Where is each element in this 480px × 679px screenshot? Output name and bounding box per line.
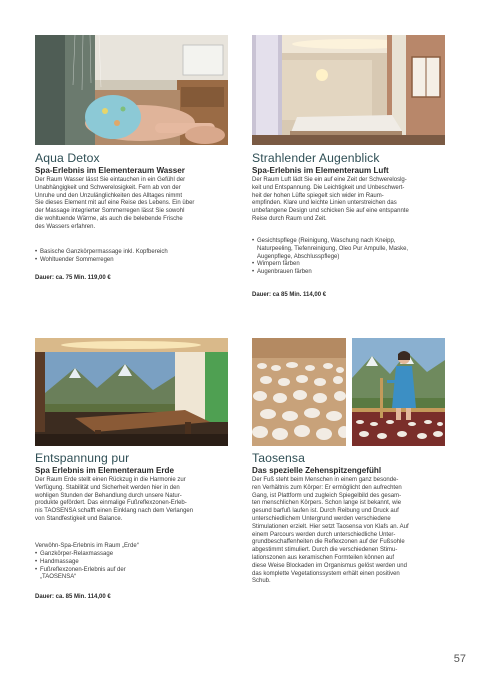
body-line: Unabhängigkeit und Schwerelosigkeit. Fern ab von der — [35, 184, 181, 191]
card-title: Strahlender Augenblick — [252, 151, 380, 165]
body-line: Der Fuß steht beim Menschen in einem ganz besonde- — [252, 477, 399, 483]
list-item: • Basische Ganzkörpermassage inkl. Kopfbereich — [35, 249, 235, 257]
body-line: Stimulationen erzielt. Hier setzt Taosensa von Klafs an. Auf — [252, 523, 409, 530]
body-line: die wohltuende Wärme, als auch die belebende Frische — [35, 215, 183, 222]
body-line: Schub. — [252, 578, 271, 585]
body-line: heit der hohen Lüfte spiegelt sich wider im Raum- — [252, 192, 384, 199]
card-subtitle: Spa Erlebnis im Elementeraum Erde — [35, 466, 174, 475]
card-title: Entspannung pur — [35, 451, 130, 465]
list-item: Augenpflege, Abschlusspflege) — [257, 253, 340, 260]
body-line: Unruhe und den Unzulänglichkeiten des Alltages nimmt — [35, 192, 183, 199]
relax-room-erde-photo — [35, 338, 228, 446]
body-line: das komplette Vegetationssystem erhält einen positiven — [252, 570, 400, 577]
treatment-room-luft-photo — [252, 35, 445, 145]
body-line: Gang, ist Plattform und zugleich Spiegelbild des gesam- — [252, 492, 402, 499]
price-duration: Dauer: ca. 75 Min. 119,00 € — [35, 275, 111, 281]
list-item: Naturpeeling, Tiefenreinigung, Oleo Pur Ampulle, Maske, — [257, 245, 409, 252]
card-title: Taosensa — [252, 451, 305, 465]
price-duration: Dauer: ca 85 Min. 114,00 € — [252, 292, 327, 298]
treatment-list — [252, 238, 457, 277]
card-body — [35, 177, 235, 232]
body-line: empfinden. Klare und leichte Linien unterstreichen das — [252, 200, 397, 207]
card-subtitle: Spa-Erlebnis im Elementeraum Luft — [252, 166, 389, 175]
body-line: diese Weise Blockaden im Organismus gelöst werden und — [252, 562, 407, 569]
list-item: • Wimpern färben — [252, 261, 457, 269]
list-item: • Augenbrauen färben — [252, 269, 457, 277]
body-line: gesund barfuß laufen ist. Durch Reibung und Druck auf — [252, 508, 399, 515]
body-line: einem Parcours werden durch unterschiedliche Unter- — [252, 531, 396, 538]
body-line: abgestimmt stimuliert. Durch die verschiedenen Stimu- — [252, 547, 398, 554]
card-body — [35, 477, 235, 524]
body-line: Der Raum Wasser lässt Sie eintauchen in ein Gefühl der — [35, 177, 186, 183]
body-line: nis TAOSENSA schafft einen Einklang nach dem Verlangen — [35, 508, 194, 515]
body-line: Sie dieses Element mit auf eine Reise des Lebens. Ein über — [35, 200, 195, 207]
list-item: • Fußreflexzonen-Erlebnis auf der — [35, 567, 235, 575]
list-item: „TAOSENSA“ — [40, 574, 77, 581]
list-item: • Gesichtspflege (Reinigung, Waschung nach Kneipp, — [252, 238, 457, 246]
taosensa-woman-photo — [352, 338, 445, 446]
body-line: der Massage integrierter Sommerregen lässt Sie sowohl — [35, 208, 185, 215]
taosensa-stones-photo — [252, 338, 346, 446]
treatment-list — [35, 249, 235, 265]
body-line: unterschiedlichem Untergrund werden verschiedene — [252, 515, 391, 522]
page-number: 57 — [453, 653, 466, 665]
card-body — [252, 177, 452, 224]
list-intro: Verwöhn-Spa-Erlebnis im Raum „Erde“ — [35, 543, 139, 549]
body-line: von Standfestigkeit und Balance. — [35, 515, 123, 522]
body-line: unbefangene Design und schicken Sie auf eine entspannte — [252, 208, 409, 215]
body-line: Der Raum Erde stellt einen Rückzug in die Harmonie zur — [35, 477, 186, 483]
body-line: grundbeschaffenheiten die Reflexzonen auf der Fußsohle — [252, 539, 405, 546]
list-item: • Handmassage — [35, 559, 235, 567]
body-line: des Wassers erfahren. — [35, 223, 96, 230]
treatment-list — [35, 551, 235, 582]
body-line: produkte gefördert. Das einmalige Fußreflexzonen-Erleb- — [35, 500, 187, 507]
body-line: lationszonen aus keramischen Formteilen können auf — [252, 554, 395, 561]
card-subtitle: Das spezielle Zehenspitzengefühl — [252, 466, 382, 475]
list-item: • Wohltuender Sommerregen — [35, 257, 235, 265]
body-line: keit und Entspannung. Die Leichtigkeit und Unbeschwert- — [252, 184, 405, 191]
body-line: wohligen Stunden der Behandlung durch unsere Natur- — [35, 492, 182, 499]
body-line: Der Raum Luft lädt Sie ein auf eine Zeit der Schwereloslg- — [252, 177, 407, 183]
body-line: ten menschlichen Körpers. Schon lange ist bekannt, wie — [252, 500, 402, 507]
list-item: • Ganzkörper-Relaxmassage — [35, 551, 235, 559]
body-line: ren Verhältnis zum Körper: Er ermöglicht den aufrechten — [252, 484, 402, 491]
body-line: Verfügung. Stabilität und Sicherheit werden hier in den — [35, 484, 180, 491]
card-body — [252, 477, 452, 586]
card-subtitle: Spa-Erlebnis im Elementeraum Wasser — [35, 166, 185, 175]
aqua-detox-massage-photo — [35, 35, 228, 145]
card-title: Aqua Detox — [35, 151, 100, 165]
price-duration: Dauer: ca. 85 Min. 114,00 € — [35, 594, 111, 600]
body-line: Reise durch Raum und Zeit. — [252, 215, 327, 222]
